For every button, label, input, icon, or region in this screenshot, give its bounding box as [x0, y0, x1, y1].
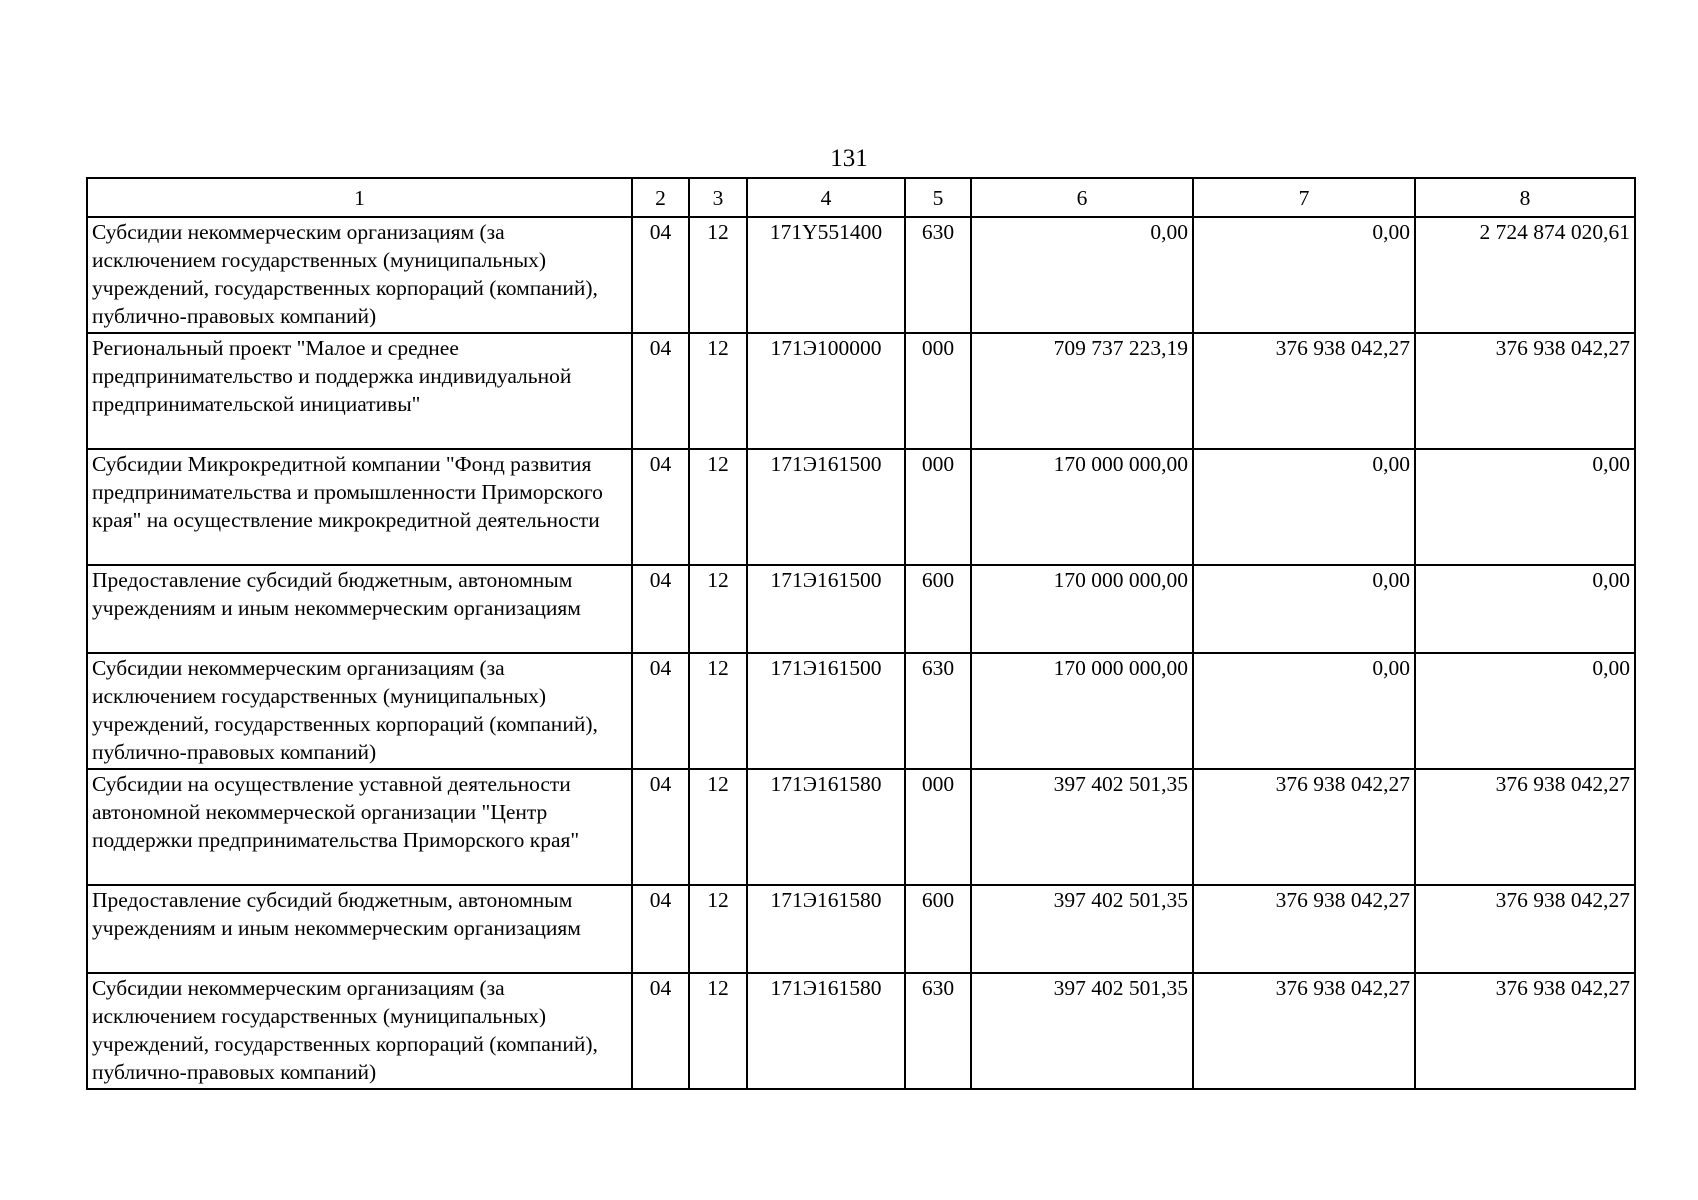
amount-col7: 0,00	[1193, 653, 1415, 769]
expense-type-code: 600	[905, 565, 971, 653]
section-code: 04	[632, 217, 689, 333]
amount-col7: 376 938 042,27	[1193, 973, 1415, 1089]
section-code: 04	[632, 333, 689, 449]
amount-col8: 376 938 042,27	[1415, 885, 1635, 973]
section-code: 04	[632, 769, 689, 885]
amount-col7: 0,00	[1193, 565, 1415, 653]
amount-col6: 170 000 000,00	[971, 653, 1193, 769]
section-code: 04	[632, 449, 689, 565]
subsection-code: 12	[689, 565, 747, 653]
amount-col8: 0,00	[1415, 653, 1635, 769]
column-header: 8	[1415, 178, 1635, 217]
table-row	[87, 449, 1635, 565]
subsection-code: 12	[689, 449, 747, 565]
subsection-code: 12	[689, 973, 747, 1089]
row-name: Субсидии Микрокредитной компании "Фонд развития предпринимательства и промышленности Приморского края" на осуществление микрокредитной деятельности	[87, 449, 632, 565]
target-article-code: 171Э161580	[747, 769, 905, 885]
section-code: 04	[632, 565, 689, 653]
amount-col8: 0,00	[1415, 449, 1635, 565]
section-code: 04	[632, 973, 689, 1089]
amount-col7: 0,00	[1193, 449, 1415, 565]
amount-col7: 376 938 042,27	[1193, 885, 1415, 973]
subsection-code: 12	[689, 885, 747, 973]
amount-col6: 397 402 501,35	[971, 769, 1193, 885]
amount-col8: 2 724 874 020,61	[1415, 217, 1635, 333]
column-header: 1	[87, 178, 632, 217]
subsection-code: 12	[689, 217, 747, 333]
amount-col6: 397 402 501,35	[971, 973, 1193, 1089]
row-name: Предоставление субсидий бюджетным, автономным учреждениям и иным некоммерческим организациям	[87, 885, 632, 973]
target-article-code: 171Э161500	[747, 565, 905, 653]
column-header: 6	[971, 178, 1193, 217]
budget-table	[86, 177, 1636, 1090]
column-header: 2	[632, 178, 689, 217]
column-header: 7	[1193, 178, 1415, 217]
amount-col6: 0,00	[971, 217, 1193, 333]
table-row	[87, 217, 1635, 333]
expense-type-code: 630	[905, 217, 971, 333]
amount-col6: 170 000 000,00	[971, 565, 1193, 653]
row-name: Субсидии некоммерческим организациям (за исключением государственных (муниципальных) учреждений, государственных корпораций (компаний), публично-правовых компаний)	[87, 973, 632, 1089]
expense-type-code: 600	[905, 885, 971, 973]
amount-col6: 397 402 501,35	[971, 885, 1193, 973]
header-row	[87, 178, 1635, 217]
subsection-code: 12	[689, 653, 747, 769]
target-article-code: 171Y551400	[747, 217, 905, 333]
amount-col6: 170 000 000,00	[971, 449, 1193, 565]
amount-col8: 0,00	[1415, 565, 1635, 653]
target-article-code: 171Э100000	[747, 333, 905, 449]
table-row	[87, 565, 1635, 653]
row-name: Субсидии на осуществление уставной деятельности автономной некоммерческой организации "Центр поддержки предпринимательства Приморского края"	[87, 769, 632, 885]
amount-col7: 0,00	[1193, 217, 1415, 333]
table-row	[87, 973, 1635, 1089]
amount-col6: 709 737 223,19	[971, 333, 1193, 449]
table-row	[87, 653, 1635, 769]
target-article-code: 171Э161580	[747, 885, 905, 973]
table-row	[87, 885, 1635, 973]
amount-col7: 376 938 042,27	[1193, 769, 1415, 885]
row-name: Предоставление субсидий бюджетным, автономным учреждениям и иным некоммерческим организациям	[87, 565, 632, 653]
amount-col8: 376 938 042,27	[1415, 769, 1635, 885]
column-header: 3	[689, 178, 747, 217]
table-row	[87, 769, 1635, 885]
target-article-code: 171Э161500	[747, 449, 905, 565]
row-name: Региональный проект "Малое и среднее предпринимательство и поддержка индивидуальной предпринимательской инициативы"	[87, 333, 632, 449]
subsection-code: 12	[689, 333, 747, 449]
section-code: 04	[632, 653, 689, 769]
target-article-code: 171Э161580	[747, 973, 905, 1089]
expense-type-code: 630	[905, 653, 971, 769]
column-header: 4	[747, 178, 905, 217]
amount-col8: 376 938 042,27	[1415, 973, 1635, 1089]
section-code: 04	[632, 885, 689, 973]
row-name: Субсидии некоммерческим организациям (за исключением государственных (муниципальных) учреждений, государственных корпораций (компаний), публично-правовых компаний)	[87, 217, 632, 333]
amount-col7: 376 938 042,27	[1193, 333, 1415, 449]
expense-type-code: 000	[905, 449, 971, 565]
expense-type-code: 630	[905, 973, 971, 1089]
expense-type-code: 000	[905, 333, 971, 449]
column-header: 5	[905, 178, 971, 217]
target-article-code: 171Э161500	[747, 653, 905, 769]
table-row	[87, 333, 1635, 449]
amount-col8: 376 938 042,27	[1415, 333, 1635, 449]
page-number: 131	[830, 145, 868, 172]
expense-type-code: 000	[905, 769, 971, 885]
row-name: Субсидии некоммерческим организациям (за исключением государственных (муниципальных) учреждений, государственных корпораций (компаний), публично-правовых компаний)	[87, 653, 632, 769]
subsection-code: 12	[689, 769, 747, 885]
